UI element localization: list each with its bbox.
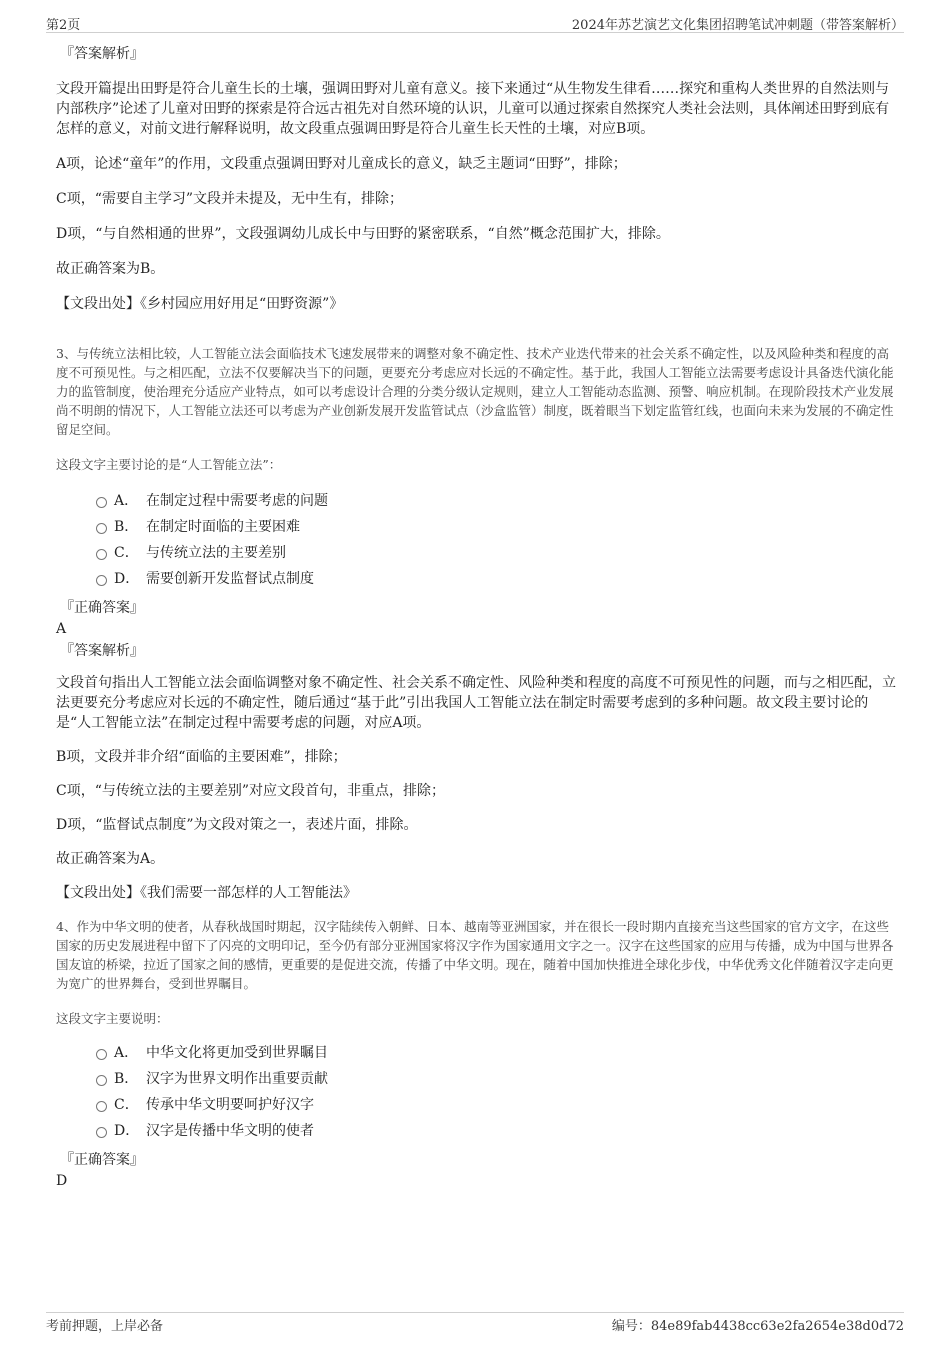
source-citation: 【文段出处】《我们需要一部怎样的人工智能法》	[56, 885, 357, 901]
analysis-text: 文段开篇提出田野是符合儿童生长的土壤，强调田野对儿童有意义。接下来通过“从生物发生律看……探究和重构人类世界的自然法则与内部秩序”论述了儿童对田野的探索是符合远古祖先对自然环境的认识，儿童可以通过探索自然探究人类社会法则，具体阐述田野到底有怎样的意义，对前文进行解释说明，故文段重点强调田野是符合儿童生长天性的土壤，对应B项。	[56, 81, 890, 137]
radio-icon[interactable]	[96, 1127, 107, 1138]
analysis-option-c: C项，“与传统立法的主要差别”对应文段首句，非重点，排除；	[56, 783, 446, 799]
option-list	[56, 488, 896, 592]
main-content	[56, 44, 896, 1191]
radio-icon[interactable]	[96, 523, 107, 534]
option-a[interactable]: A． 在制定过程中需要考虑的问题	[96, 488, 896, 514]
option-a[interactable]: A． 中华文化将更加受到世界瞩目	[96, 1040, 896, 1066]
analysis-option-a: A项，论述“童年”的作用，文段重点强调田野对儿童成长的意义，缺乏主题词“田野”，排除；	[56, 156, 627, 172]
radio-icon[interactable]	[96, 1101, 107, 1112]
option-c[interactable]: C． 传承中华文明要呵护好汉字	[96, 1092, 896, 1118]
document-id: 编号：84e89fab4438cc63e2fa2654e38d0d72	[611, 1319, 904, 1334]
radio-icon[interactable]	[96, 1075, 107, 1086]
correct-answer-tag: 『正确答案』	[60, 600, 144, 616]
document-title: 2024年苏艺演艺文化集团招聘笔试冲刺题（带答案解析）	[571, 18, 904, 33]
option-d[interactable]: D． 需要创新开发监督试点制度	[96, 566, 896, 592]
option-b[interactable]: B． 在制定时面临的主要困难	[96, 514, 896, 540]
page-header	[46, 12, 904, 33]
radio-icon[interactable]	[96, 497, 107, 508]
radio-icon[interactable]	[96, 575, 107, 586]
question-stem: 3、与传统立法相比较，人工智能立法会面临技术飞速发展带来的调整对象不确定性、技术产业迭代带来的社会关系不确定性，以及风险种类和程度的高度不可预见性。与之相匹配，立法不仅要解决当下的问题，更要充分考虑应对长远的不确定性。基于此，我国人工智能立法需要考虑设计具备迭代演化能力的监管制度，使治理充分适应产业特点，如可以考虑设计合理的分类分级认定规则，建立人工智能动态监测、预警、响应机制。在现阶段技术产业发展尚不明朗的情况下，人工智能立法还可以考虑为产业创新发展开发监管试点（沙盒监管）制度，既着眼当下划定监管红线，也面向未来为发展的不确定性留足空间。	[56, 346, 894, 437]
option-c[interactable]: C． 与传统立法的主要差别	[96, 540, 896, 566]
correct-answer-tag: 『正确答案』	[60, 1152, 144, 1168]
analysis-tag: 『答案解析』	[60, 46, 144, 62]
correct-answer: A	[56, 621, 67, 637]
analysis-option-c: C项，“需要自主学习”文段并未提及，无中生有，排除；	[56, 191, 404, 207]
footer-slogan: 考前押题，上岸必备	[46, 1319, 164, 1334]
option-list	[56, 1040, 896, 1144]
radio-icon[interactable]	[96, 1049, 107, 1060]
analysis-option-d: D项，“监督试点制度”为文段对策之一，表述片面，排除。	[56, 817, 418, 833]
radio-icon[interactable]	[96, 549, 107, 560]
analysis-option-d: D项，“与自然相通的世界”，文段强调幼儿成长中与田野的紧密联系，“自然”概念范围扩大，排除。	[56, 226, 670, 242]
question-prompt: 这段文字主要讨论的是“人工智能立法”：	[56, 457, 282, 472]
page-footer	[46, 1312, 904, 1335]
page-number: 第2页	[46, 18, 81, 33]
analysis-tag: 『答案解析』	[60, 643, 144, 659]
analysis-conclusion: 故正确答案为B。	[56, 261, 165, 277]
option-d[interactable]: D． 汉字是传播中华文明的使者	[96, 1118, 896, 1144]
analysis-conclusion: 故正确答案为A。	[56, 851, 165, 867]
question-prompt: 这段文字主要说明：	[56, 1011, 169, 1026]
source-citation: 【文段出处】《乡村园应用好用足“田野资源”》	[56, 296, 344, 312]
option-b[interactable]: B． 汉字为世界文明作出重要贡献	[96, 1066, 896, 1092]
analysis-text: 文段首句指出人工智能立法会面临调整对象不确定性、社会关系不确定性、风险种类和程度的高度不可预见性的问题，而与之相匹配，立法更要充分考虑应对长远的不确定性，随后通过“基于此”引出我国人工智能立法在制定时需要考虑到的多种问题。故文段主要讨论的是“人工智能立法”在制定过程中需要考虑的问题，对应A项。	[56, 675, 896, 731]
correct-answer: D	[56, 1173, 68, 1189]
question-stem: 4、作为中华文明的使者，从春秋战国时期起，汉字陆续传入朝鲜、日本、越南等亚洲国家，并在很长一段时期内直接充当这些国家的官方文字，在这些国家的历史发展进程中留下了闪亮的文明印记，至今仍有部分亚洲国家将汉字作为国家通用文字之一。汉字在这些国家的应用与传播，成为中国与世界各国友谊的桥梁，拉近了国家之间的感情，更重要的是促进交流，传播了中华文明。现在，随着中国加快推进全球化步伐，中华优秀文化伴随着汉字走向更为宽广的世界舞台，受到世界瞩目。	[56, 919, 894, 991]
analysis-option-b: B项，文段并非介绍“面临的主要困难”，排除；	[56, 749, 347, 765]
